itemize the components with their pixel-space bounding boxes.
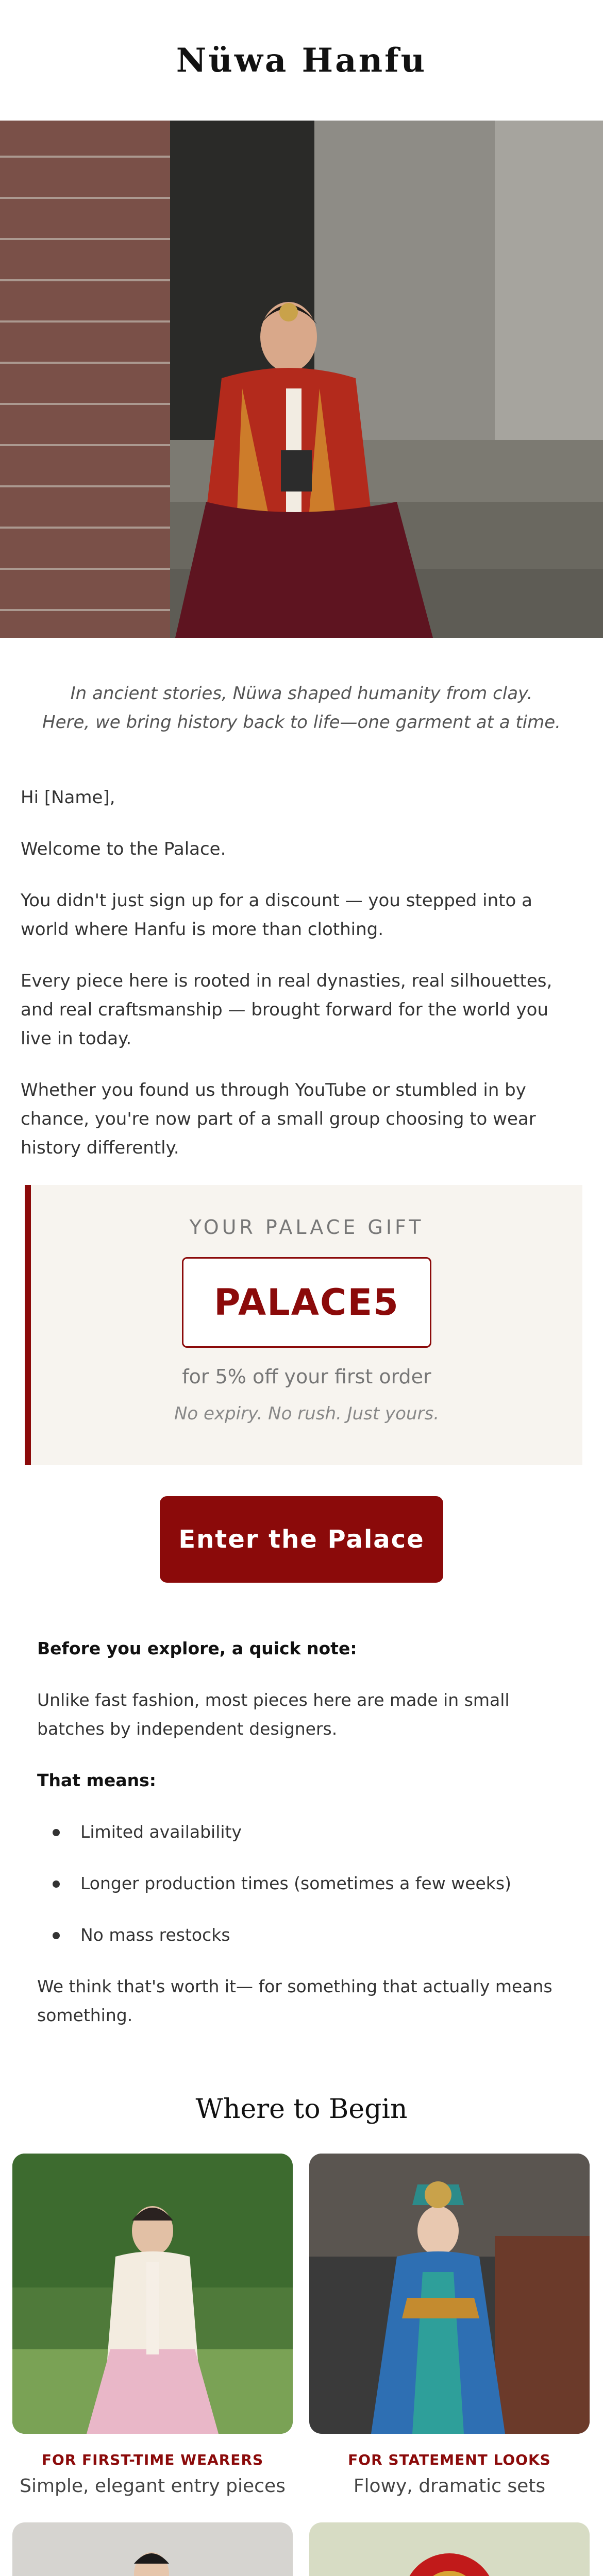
quick-note: [0, 1583, 603, 2030]
brand-logo[interactable]: Nüwa Hanfu: [176, 41, 427, 80]
hero-image: [0, 121, 603, 638]
gift-panel: [25, 1185, 582, 1465]
intro-line-2: Here, we bring history back to life—one garment at a time.: [42, 712, 561, 733]
list-item: [53, 1869, 566, 1898]
greeting: Hi [Name],: [21, 787, 115, 808]
where-to-begin-title: Where to Begin: [195, 2094, 408, 2125]
gift-kicker: YOUR PALACE GIFT: [189, 1216, 424, 1239]
cta-section: [0, 1465, 603, 1583]
hero-photo: [0, 121, 603, 638]
note-paragraph-2: We think that's worth it— for something that actually means something.: [37, 1976, 552, 2025]
note-paragraph-1: Unlike fast fashion, most pieces here are made in small batches by independent designers.: [37, 1690, 510, 1739]
category-card-statement[interactable]: [309, 2154, 590, 2497]
list-item-text: Longer production times (sometimes a few weeks): [80, 1873, 511, 1893]
card-image[interactable]: [309, 2522, 590, 2576]
card-kicker: FOR FIRST-TIME WEARERS: [41, 2451, 264, 2468]
card-image[interactable]: [309, 2154, 590, 2434]
discount-code-box[interactable]: [182, 1257, 431, 1348]
card-kicker: FOR STATEMENT LOOKS: [348, 2451, 551, 2468]
card-subtitle: Flowy, dramatic sets: [353, 2476, 546, 2497]
list-item: [53, 1818, 566, 1846]
welcome-paragraph-3: Every piece here is rooted in real dynasties, real silhouettes, and real craftsmanship — brought forward for the world you live in today.: [21, 971, 552, 1049]
category-card-first-time[interactable]: [12, 2154, 293, 2497]
card-image[interactable]: [12, 2522, 293, 2576]
note-heading: Before you explore, a quick note:: [37, 1638, 357, 1658]
welcome-paragraph-4: Whether you found us through YouTube or stumbled in by chance, you're now part of a small group choosing to wear history differently.: [21, 1080, 536, 1158]
header: [0, 0, 603, 121]
intro: [0, 638, 603, 747]
enter-palace-button[interactable]: Enter the Palace: [160, 1496, 443, 1583]
category-card-details[interactable]: [309, 2522, 590, 2576]
modern-photo: [12, 2522, 293, 2576]
bullet-icon: [53, 1829, 60, 1836]
list-item: [53, 1921, 566, 1950]
intro-line-1: In ancient stories, Nüwa shaped humanity from clay.: [70, 683, 533, 704]
welcome-body: [0, 747, 603, 1162]
welcome-paragraph-2: You didn't just sign up for a discount — you stepped into a world where Hanfu is more than clothing.: [21, 890, 532, 940]
card-image[interactable]: [12, 2154, 293, 2434]
bullet-icon: [53, 1932, 60, 1939]
first-time-photo: [12, 2154, 293, 2434]
bullet-icon: [53, 1880, 60, 1888]
gift-note: No expiry. No rush. Just yours.: [174, 1403, 440, 1424]
statement-photo: [309, 2154, 590, 2434]
discount-code[interactable]: PALACE5: [214, 1281, 399, 1324]
card-subtitle: Simple, elegant entry pieces: [20, 2476, 286, 2497]
category-card-modern[interactable]: [12, 2522, 293, 2576]
gift-subtitle: for 5% off your first order: [182, 1365, 431, 1388]
note-means: That means:: [37, 1770, 156, 1790]
details-photo: [309, 2522, 590, 2576]
list-item-text: Limited availability: [80, 1822, 242, 1842]
welcome-paragraph-1: Welcome to the Palace.: [21, 839, 226, 859]
list-item-text: No mass restocks: [80, 1925, 230, 1945]
category-grid: [0, 2154, 603, 2576]
note-list: [37, 1818, 566, 1950]
